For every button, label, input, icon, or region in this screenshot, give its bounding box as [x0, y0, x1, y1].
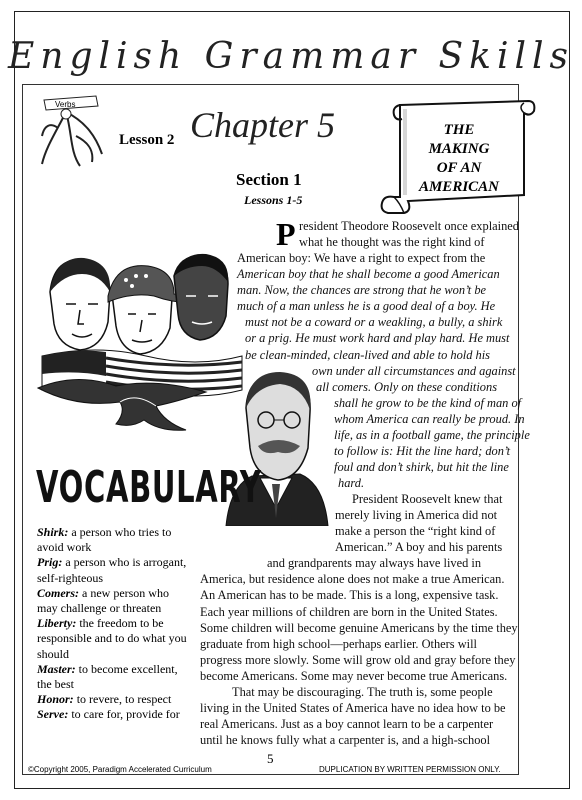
body-line: man. Now, the chances are strong that he won’t be	[237, 283, 487, 298]
body-line: all comers. Only on these conditions	[316, 379, 498, 394]
vocabulary-title: VOCABULARY	[36, 462, 262, 513]
vocab-term: Prig:	[37, 555, 63, 570]
body-line: what he thought was the right kind of	[299, 235, 485, 250]
body-line: President Roosevelt knew that	[352, 492, 503, 507]
body-line: whom America can really be proud. In	[334, 411, 525, 426]
body-line: American boy that he shall become a good American	[237, 267, 500, 282]
body-line: graduate from high school—perhaps earlier. Others will	[200, 636, 477, 651]
people-flag-eagle-illustration	[36, 252, 246, 447]
vocab-definition: to care for, provide for	[71, 707, 180, 722]
body-line: American boy: We have a right to expect from the	[237, 251, 486, 266]
lessons-range: Lessons 1-5	[244, 193, 303, 207]
vocab-entry	[37, 662, 187, 692]
drop-cap: P	[276, 216, 296, 252]
vocab-term: Shirk:	[37, 525, 69, 539]
lesson-label: Lesson 2	[119, 132, 175, 148]
chapter-title: Chapter 5	[190, 105, 336, 145]
body-line: shall he grow to be the kind of man of	[334, 395, 522, 410]
scroll-line: AMERICAN	[418, 179, 500, 195]
body-line: An American has to be made. This is a long, expensive task.	[200, 588, 499, 603]
vocab-term: Liberty:	[37, 616, 77, 631]
body-line: living in the United States of America have no idea how to be	[200, 700, 506, 715]
vocab-definition: the freedom to be responsible and to do what you should	[37, 616, 187, 661]
vocab-definition: to revere, to respect	[76, 692, 172, 707]
vocab-definition: a new person who may challenge or threaten	[37, 585, 169, 616]
vocab-definition: a person who tries to avoid work	[37, 525, 172, 555]
verbs-label: Verbs	[55, 100, 76, 109]
page-header-title: English Grammar Skills	[8, 36, 574, 77]
vocab-term: Comers:	[37, 585, 79, 600]
vocabulary-list	[37, 525, 187, 723]
vocab-definition: to become excellent, the best	[37, 661, 178, 692]
vocab-term: Master:	[37, 661, 76, 676]
body-line: much of a man unless he is a good deal of a boy. He	[237, 299, 496, 314]
body-line: must not be a coward or a weakling, a bully, a shirk	[245, 315, 503, 330]
scroll-line: OF AN	[436, 160, 482, 176]
body-line: Each year millions of children are born in the United States.	[200, 604, 498, 619]
body-line: own under all circumstances and against	[312, 363, 516, 378]
body-line: and grandparents may always have lived in	[267, 556, 482, 571]
vocab-entry	[37, 707, 187, 722]
body-line: foul and don’t shirk, but hit the line	[334, 459, 509, 474]
body-line: or a prig. He must work hard and play hard. He must	[245, 331, 510, 346]
body-line: merely living in America did not	[335, 508, 498, 523]
scroll-title	[398, 121, 520, 197]
body-line: life, as in a football game, the principle	[334, 427, 530, 442]
page-number: 5	[267, 751, 274, 766]
copyright-notice: ©Copyright 2005, Paradigm Accelerated Curriculum	[28, 765, 212, 774]
vocab-entry	[37, 616, 187, 662]
vocab-entry	[37, 586, 187, 616]
vocab-entry	[37, 555, 187, 585]
vocab-term: Honor:	[37, 692, 74, 707]
body-line: become Americans. Some may never become true Americans.	[200, 668, 508, 683]
body-line: Some children will become genuine Americans by the time they	[200, 620, 518, 635]
scroll-line: MAKING	[428, 141, 490, 157]
body-line: America, but residence alone does not make a true American.	[200, 572, 505, 587]
vocab-term: Serve:	[37, 707, 69, 722]
vocab-definition: a person who is arrogant, self-righteous	[37, 555, 187, 585]
body-line: hard.	[338, 476, 365, 490]
body-line: progress more slowly. Some will grow old and gray before they	[200, 652, 516, 667]
body-line: make a person the “right kind of	[335, 524, 496, 539]
body-line: real Americans. Just as a boy cannot learn to be a carpenter	[200, 716, 494, 731]
section-title: Section 1	[236, 170, 302, 189]
scroll-line: THE	[443, 122, 475, 138]
vocab-entry	[37, 525, 187, 555]
body-line: be clean-minded, clean-lived and able to hold his	[245, 347, 490, 362]
body-line: until he knows fully what a carpenter is, and a high-school	[200, 733, 491, 747]
body-line: That may be discouraging. The truth is, some people	[232, 684, 493, 699]
vocab-entry	[37, 692, 187, 707]
duplication-notice: DUPLICATION BY WRITTEN PERMISSION ONLY.	[319, 765, 501, 774]
body-line: resident Theodore Roosevelt once explained	[299, 219, 519, 233]
body-line: to follow is: Hit the line hard; don’t	[334, 443, 511, 458]
verbs-illustration	[36, 92, 116, 170]
body-line: American.” A boy and his parents	[335, 540, 503, 555]
